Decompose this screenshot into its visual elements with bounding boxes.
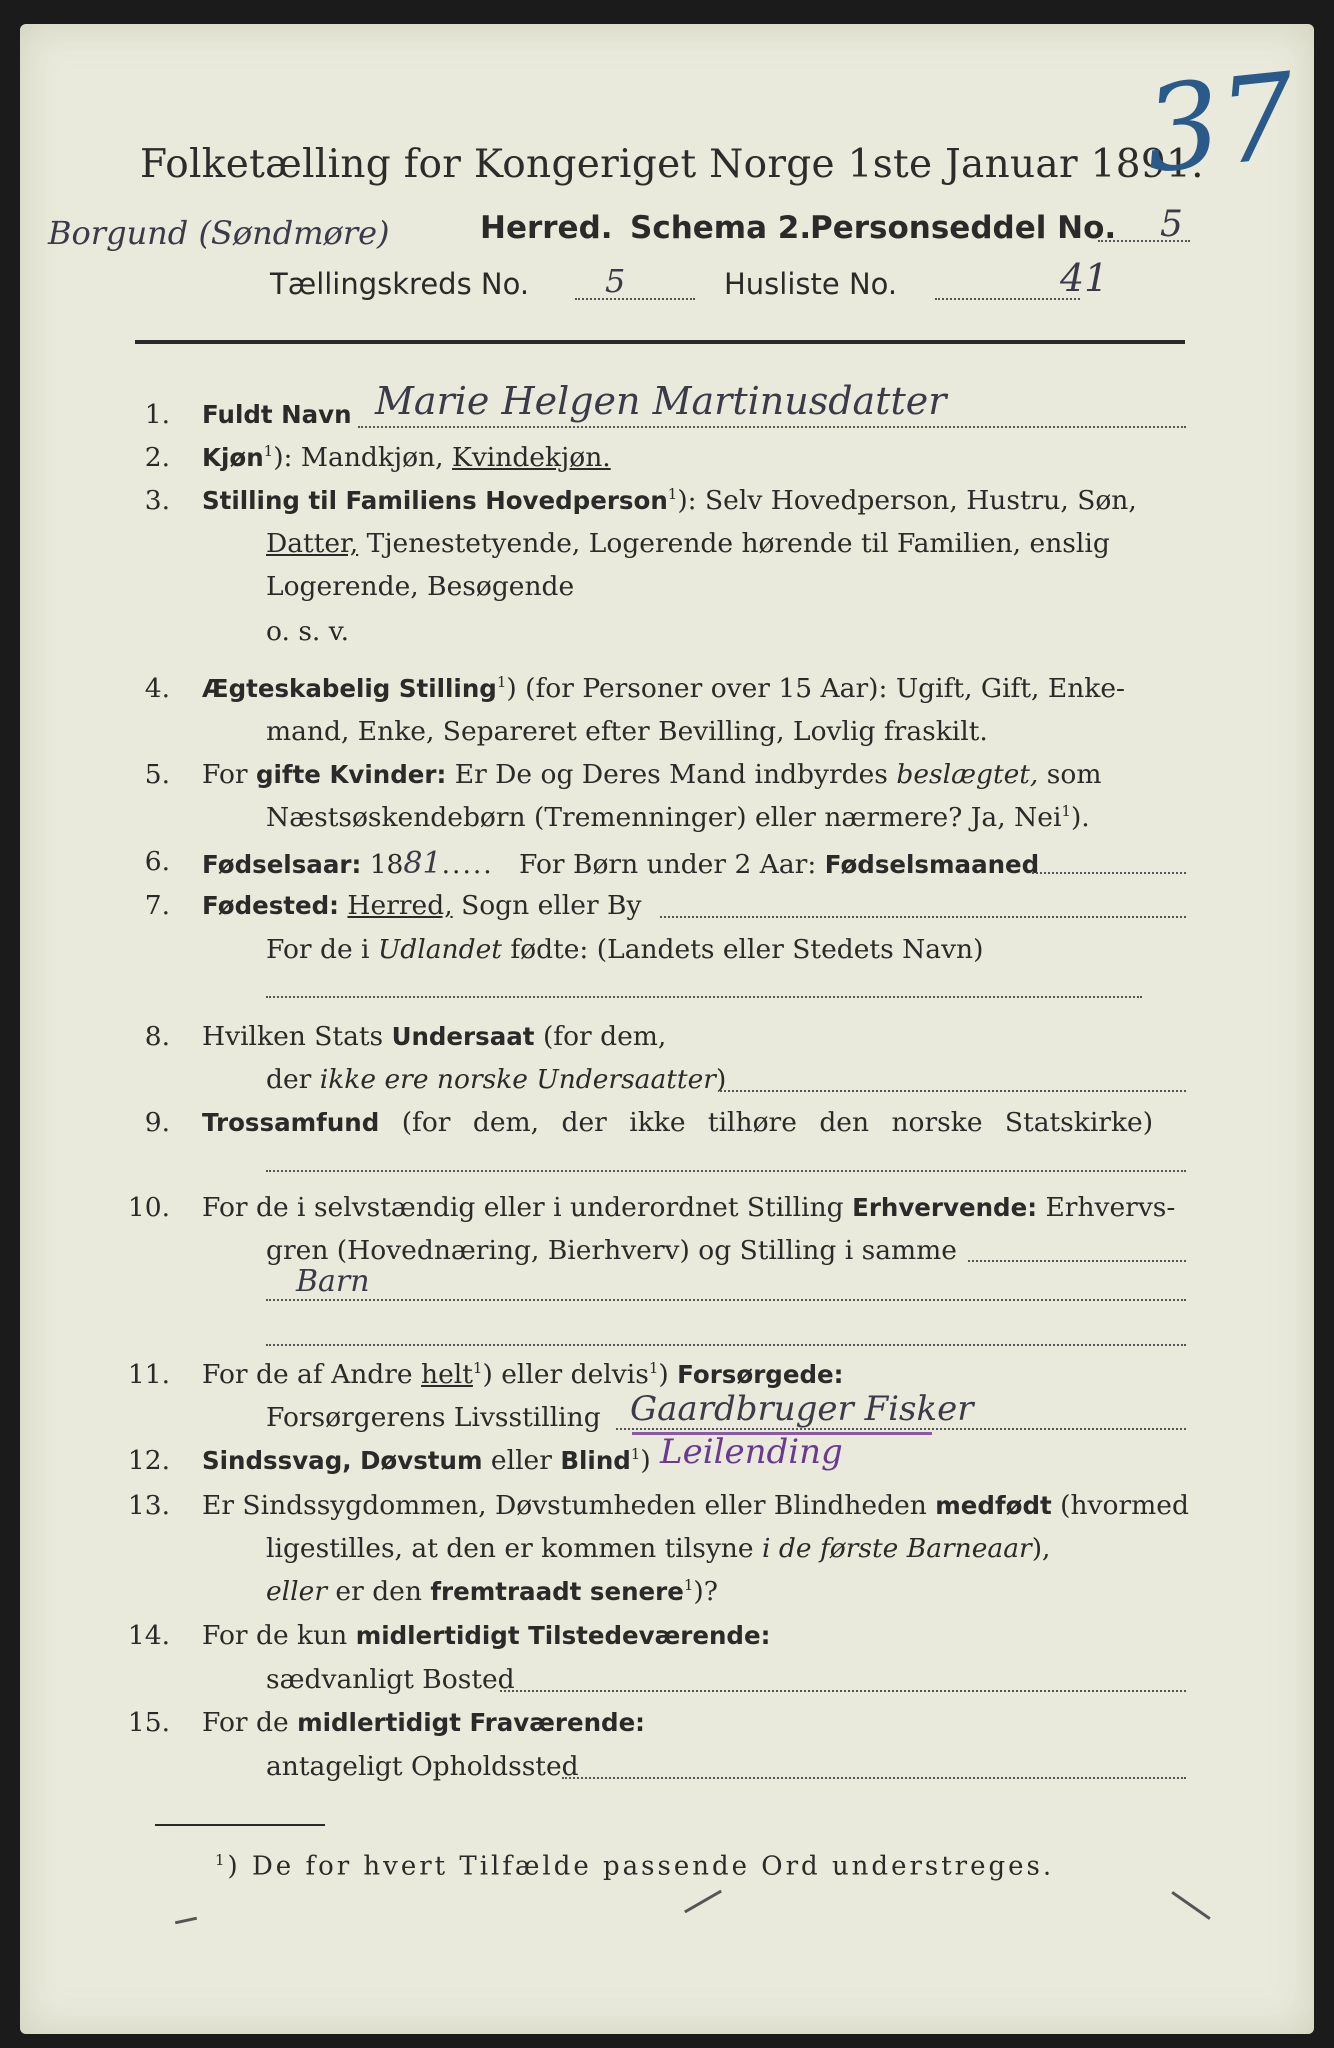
q7-line2: For de i Udlandet fødte: (Landets eller Stedets Navn) (266, 934, 984, 965)
q13-line2: ligestilles, at den er kommen tilsyne i de første Barneaar), (266, 1533, 1051, 1564)
q3-underlined-answer: Datter, (266, 528, 359, 559)
q13-line1: Er Sindssygdommen, Døvstumheden eller Blindheden medfødt (hvormed (202, 1490, 1189, 1521)
herred-label: Herred. (480, 210, 613, 246)
personseddel-label: Personseddel No. (810, 210, 1117, 246)
q11-line1: For de af Andre helt$^1$) eller delvis$^1$) Forsørgede: (202, 1359, 844, 1390)
q2-underlined-answer: Kvindekjøn. (452, 442, 611, 473)
q8-line2: der ikke ere norske Undersaatter) (266, 1064, 727, 1095)
q10-line1: For de i selvstændig eller i underordnet Stilling Erhvervende: Erhvervs- (202, 1192, 1176, 1223)
q5-line2: Næstsøskendebørn (Tremenninger) eller nærmere? Ja, Nei$^1$). (266, 802, 1090, 833)
q6-line: Fødselsaar: 1881..... For Børn under 2 Aar: Fødselsmaaned (202, 846, 1040, 881)
q4-line1: Ægteskabelig Stilling$^1$) (for Personer over 15 Aar): Ugift, Gift, Enke- (202, 673, 1125, 704)
q13-line3: eller er den fremtraadt senere$^1$)? (266, 1576, 718, 1607)
census-form-page: Folketælling for Kongeriget Norge 1ste Januar 1891. 37 Borgund (Søndmøre) Herred. Schema 2. Personseddel No. 5 Tællingskreds No. 5 Husliste No. 41 1. Fuldt Navn Marie Helgen Martinusdatter 2. Kjøn$^1$): Mandkjøn, Kvindekjøn. 3. Stilling til Familiens Hovedperson$^1$): Selv Hovedperson, Hustru, Søn, Datter, Tjenestetyende, Logerende hørende til Familien, enslig Logerende, Besøgende o. s. v. 4. Ægteskabelig Stilling$^1$) (for Personer over 15 Aar): Ugift, Gift, Enke- mand, Enke, Separeret efter Bevilling, Lovlig fraskilt. 5. For gifte Kvinder: Er De og Deres Mand indbyrdes beslægtet, som Næstsøskendebørn (Tremenninger) eller nærmere? Ja, Nei$^1$). 6. Fødselsaar: 1881..... For Børn under 2 Aar: Fødselsmaaned 7. Fødested: Herred, Sogn eller By For de i Udlandet fødte: (Landets eller Stedets Navn) 8. Hvilken Stats Undersaat (for dem, der ikke ere norske Undersaatter) 9. Trossamfund (for dem, der ikke tilhøre den norske Statskirke) 10. For de i selvstændig eller i underordnet Stilling Erhvervende: Erhvervs- gren (Hovednæring, Bierhverv) og Stilling i samme Barn 11. For de af Andre helt$^1$) eller delvis$^1$) Forsørgede: Forsørgerens Livsstilling Gaardbruger Fisker 12. Sindssvag, Døvstum eller Blind$^1$) Leilending 13. Er Sindssygdommen, Døvstumheden eller Blindheden medfødt (hvormed ligestilles, at den er kommen tilsyne i de første Barneaar), eller er den fremtraadt senere$^1$)? 14. For de kun midlertidigt Tilstedeværende: sædvanligt Bosted 15. For de midlertidigt Fraværende: antageligt Opholdssted $^1$) De for hvert Tilfælde passende Ord understreges. (20, 24, 1314, 2034)
q3-line1: Stilling til Familiens Hovedperson$^1$): Selv Hovedperson, Hustru, Søn, (202, 485, 1137, 516)
q2-line: Kjøn$^1$): Mandkjøn, Kvindekjøn. (202, 442, 611, 473)
q12-answer: Leilending (660, 1432, 843, 1472)
q9-line: Trossamfund (for dem, der ikke tilhøre den norske Statskirke) (202, 1107, 1154, 1138)
personseddel-value: 5 (1160, 204, 1183, 245)
q11-answer: Gaardbruger Fisker (630, 1389, 974, 1429)
pencil-mark (1171, 1891, 1210, 1920)
q5-line1: For gifte Kvinder: Er De og Deres Mand indbyrdes beslægtet, som (202, 759, 1102, 790)
header-rule (135, 340, 1185, 344)
q7-line1: Fødested: Herred, Sogn eller By (202, 890, 642, 921)
q15-line1: For de midlertidigt Fraværende: (202, 1707, 645, 1738)
herred-value: Borgund (Søndmøre) (48, 214, 390, 252)
q1-label: Fuldt Navn (202, 400, 352, 429)
q14-line1: For de kun midlertidigt Tilstedeværende: (202, 1620, 771, 1651)
footnote: $^1$) De for hvert Tilfælde passende Ord understreges. (215, 1851, 1055, 1882)
kreds-label: Tællingskreds No. (270, 267, 530, 301)
page-number-handwritten: 37 (1138, 46, 1302, 200)
schema-label: Schema 2. (630, 210, 812, 246)
kreds-value: 5 (605, 262, 626, 300)
q10-answer: Barn (296, 1264, 370, 1299)
pencil-mark (684, 1890, 722, 1914)
husliste-value: 41 (1060, 256, 1109, 300)
q8-line1: Hvilken Stats Undersaat (for dem, (202, 1021, 667, 1052)
q6-birth-year-answer: 81 (403, 846, 442, 881)
form-title: Folketælling for Kongeriget Norge 1ste Januar 1891. (140, 142, 1204, 187)
q12-line: Sindssvag, Døvstum eller Blind$^1$) (202, 1445, 651, 1476)
husliste-label: Husliste No. (724, 267, 898, 301)
pencil-mark (175, 1917, 197, 1925)
q3-line2: Datter, Tjenestetyende, Logerende hørende til Familien, enslig (266, 528, 1110, 559)
footnote-rule (155, 1824, 325, 1826)
q1-answer: Marie Helgen Martinusdatter (375, 379, 947, 423)
